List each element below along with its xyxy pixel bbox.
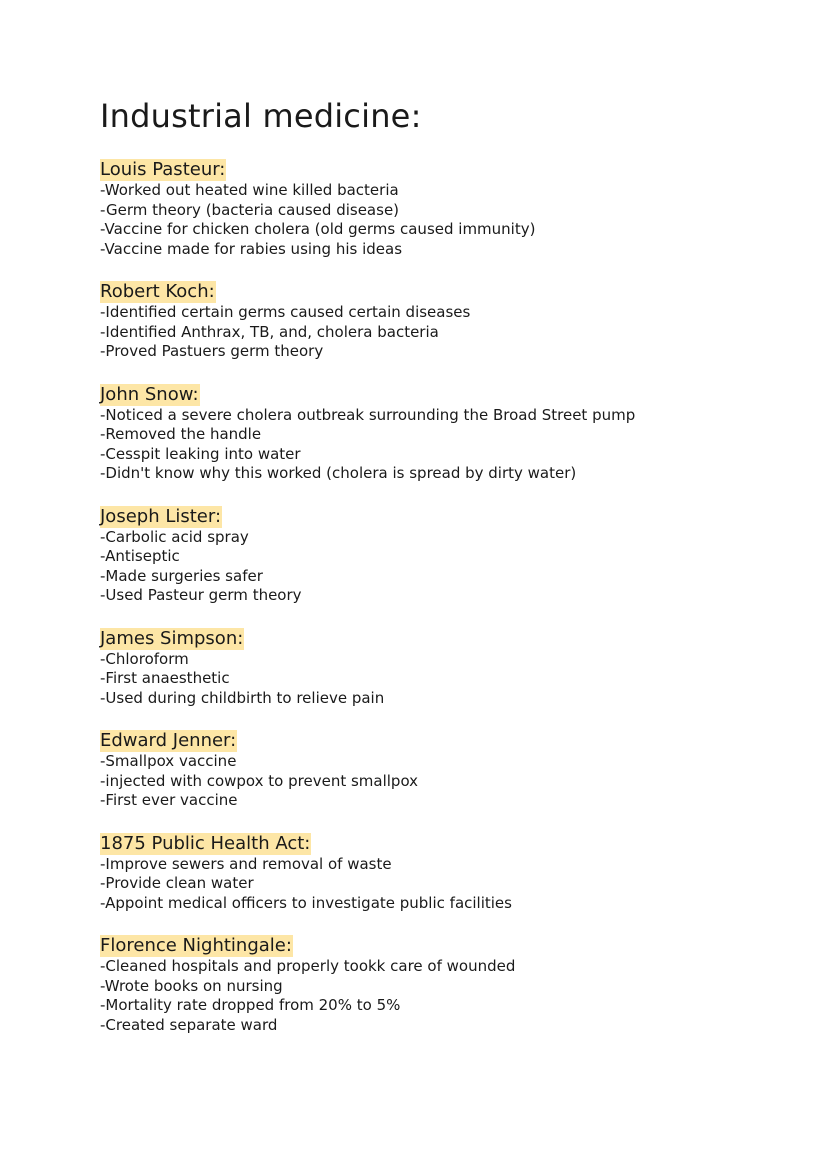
list-item: -Removed the handle: [100, 425, 262, 443]
section-heading: John Snow:: [100, 383, 199, 405]
section-items: [100, 406, 800, 484]
section-items: [100, 957, 800, 1035]
list-item: -Antiseptic: [100, 547, 180, 565]
list-item: -Cleaned hospitals and properly tookk care of wounded: [100, 957, 516, 975]
section-items: [100, 181, 800, 259]
section-heading: Joseph Lister:: [100, 505, 222, 527]
list-item: -Identified certain germs caused certain diseases: [100, 303, 471, 321]
section-edward-jenner: [100, 730, 800, 811]
list-item: -Vaccine made for rabies using his ideas: [100, 239, 403, 258]
section-heading: James Simpson:: [100, 627, 244, 649]
list-item: -Improve sewers and removal of waste: [100, 854, 392, 873]
list-item: -Chloroform: [100, 649, 189, 668]
list-item: -Used during childbirth to relieve pain: [100, 688, 385, 707]
list-item: -Smallpox vaccine: [100, 752, 237, 770]
list-item: -Provide clean water: [100, 874, 254, 892]
list-item: -Wrote books on nursing: [100, 976, 283, 995]
list-item: -Created separate ward: [100, 1015, 278, 1034]
list-item: -Proved Pastuers germ theory: [100, 342, 324, 360]
list-item: -Cesspit leaking into water: [100, 444, 301, 463]
section-joseph-lister: [100, 506, 800, 606]
sections-container: [100, 159, 800, 1035]
section-john-snow: [100, 384, 800, 484]
list-item: -Noticed a severe cholera outbreak surrounding the Broad Street pump: [100, 405, 636, 424]
section-james-simpson: [100, 628, 800, 709]
section-items: [100, 303, 800, 362]
list-item: -Appoint medical officers to investigate public facilities: [100, 893, 512, 912]
section-public-health-act: [100, 833, 800, 914]
section-heading: Robert Koch:: [100, 281, 215, 302]
list-item: -First anaesthetic: [100, 669, 230, 687]
section-items: [100, 650, 800, 709]
section-items: [100, 752, 800, 811]
list-item: -Vaccine for chicken cholera (old germs caused immunity): [100, 220, 536, 238]
list-item: -Germ theory (bacteria caused disease): [100, 200, 400, 219]
section-heading: 1875 Public Health Act:: [100, 832, 311, 854]
section-heading: Edward Jenner:: [100, 730, 237, 751]
page-title: Industrial medicine:: [100, 97, 422, 135]
section-items: [100, 528, 800, 606]
section-louis-pasteur: [100, 159, 800, 259]
section-florence-nightingale: [100, 935, 800, 1035]
section-items: [100, 855, 800, 914]
list-item: -Used Pasteur germ theory: [100, 586, 302, 604]
list-item: -injected with cowpox to prevent smallpox: [100, 771, 419, 790]
list-item: -Worked out heated wine killed bacteria: [100, 181, 399, 199]
section-robert-koch: [100, 281, 800, 362]
list-item: -Didn't know why this worked (cholera is spread by dirty water): [100, 464, 577, 482]
document-page: [100, 96, 800, 1057]
list-item: -First ever vaccine: [100, 791, 238, 809]
list-item: -Identified Anthrax, TB, and, cholera bacteria: [100, 322, 439, 341]
section-heading: Florence Nightingale:: [100, 935, 292, 956]
section-heading: Louis Pasteur:: [100, 159, 226, 180]
list-item: -Made surgeries safer: [100, 566, 263, 585]
list-item: -Mortality rate dropped from 20% to 5%: [100, 996, 401, 1014]
list-item: -Carbolic acid spray: [100, 527, 249, 546]
